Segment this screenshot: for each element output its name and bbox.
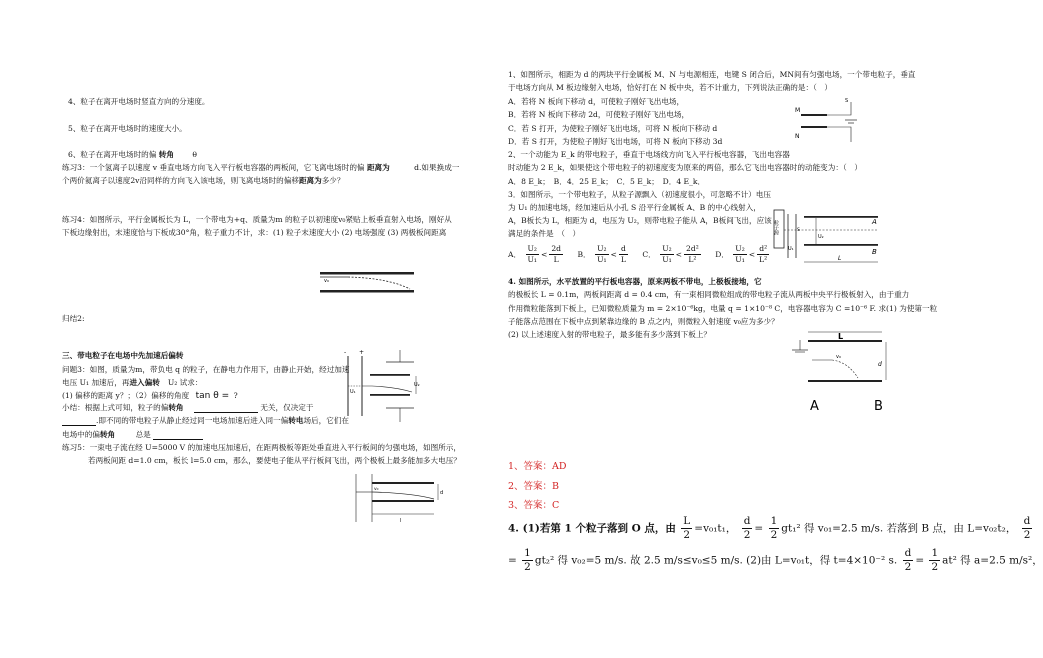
right-q3-line4: 满足的条件是 （ ） [508,229,581,238]
question-5: 5、粒子在离开电场时的速度大小。 [68,124,187,133]
question-6: 6、粒子在离开电场时的偏 转角 θ [68,150,197,159]
right-q3-line1: 3．如图所示，一个带电粒子，从粒子源飘入（初速度很小，可忽略不计）电压 [508,190,772,199]
svg-text:+: + [359,349,365,356]
right-q1-option-a: A．若将 N 板向下移动 d，可使粒子刚好飞出电场， [508,97,685,106]
right-q4-line4: 子能落点范围在下板中点到紧靠边缘的 B 点之内，则微粒入射速度 v₀应为多少？ [508,317,779,326]
right-q4-line2: 的极板长 L = 0.1m，两板间距离 d = 0.4 cm，有一束相同微粒组成的带电粒子流从两板中央平行极板射入，由于重力 [508,290,910,299]
svg-text:-: - [344,349,347,356]
q4-point-a: A [810,399,819,414]
problem-3-line3: (1) 偏移的距离 y？；（2）偏移的角度 tan θ = ? [62,391,238,401]
svg-text:A: A [872,218,877,226]
svg-text:d: d [878,361,882,368]
question-4: 4、粒子在离开电场时竖直方向的分速度。 [68,97,210,106]
particle-source-label: 粒子源 [773,220,779,235]
right-q1-option-b: B．若将 N 板向下移动 2d，可使粒子刚好飞出电场， [508,110,690,119]
tan-theta-expression: tan θ = [195,391,230,401]
svg-text:U₁: U₁ [788,246,794,252]
right-q2-line2: 时动能为 2 E_k，如果使这个带电粒子的初速度变为原来的两倍，那么它飞出电容器时的动能变为：（ ） [508,163,862,172]
summary-2: 归结2: [62,314,85,323]
right-q2-options: A．8 E_k； B．4．25 E_k； C．5 E_k； D．4 E_k． [508,177,706,186]
svg-text:B: B [872,248,877,256]
answer-4-line1: 4. (1)若第 1 个粒子落到 O 点，由 $\frac{L}{2}$ =v₀₁t₁， $\frac{d}{2}$ = $\frac{1}{2}$ gt₁² 得 v₀₁=2.5 m/s. 若落到 B 点，由 L=v₀₂t₂， $\frac{d}{2}$ [508,515,1031,542]
section-3-title: 三、带电粒子在电场中先加速后偏转 [62,351,184,360]
right-q4-figure [788,328,898,414]
answer-blank-3[interactable] [153,431,203,440]
problem-3-u1-label: U₁ [350,389,356,395]
problem-3-line5: .即不同的带电粒子从静止经过同一电场加速后进入同一偏转电场后，它们在 [62,416,349,426]
right-q1-line2: 于电场方向从 M 板边缘射入电场，恰好打在 N 板中央，若不计重力，下列说法正确的是：（ ） [508,83,833,92]
exercise-5-l-label: l [400,518,402,524]
svg-text:v₀: v₀ [374,487,379,492]
exercise-3-line1: 练习3：一个氢离子以速度 v 垂直电场方向飞入平行板电容器的两板间，它飞离电场时的偏 距离为 d.如果换成一 [62,163,460,172]
right-q3-line3: A，B板长为 L，相距为 d，电压为 U₂，则带电粒子能从 A，B板间飞出，应该 [508,216,772,225]
svg-text:L: L [838,255,842,262]
problem-3-u2-label: U₂ [414,382,420,388]
right-q1-option-d: D．若 S 打开，为使粒子刚好飞出电场，可将 N 板向下移动 3d [508,137,723,146]
right-q3-figure [772,208,884,270]
answer-blank-2[interactable] [62,417,96,426]
problem-3-line1: 问题3：如图，质量为m，带负电 q 的粒子，在静电力作用下，由静止开始，经过加速 [62,365,350,374]
right-q4-line1: 4. 如图所示，水平放置的平行板电容器，原来两板不带电，上极板接地，它 [508,277,762,286]
question-6-bold: 转角 [158,150,174,159]
right-q3-line2: 为 U₁ 的加速电场，经加速后从小孔 S 沿平行金属板 A、B 的中心线射入， [508,203,761,212]
problem-3-line6: 电场中的偏转角 总是 [62,430,203,440]
right-q2-line1: 2、一个动能为 E_k 的带电粒子，垂直于电场线方向飞入平行板电容器，飞出电容器 [508,150,790,159]
svg-text:v₀: v₀ [836,354,841,360]
right-q1-figure [795,98,865,146]
exercise-5-line1: 练习5：一束电子流在经 U=5000 V 的加速电压加速后，在距两极板等距处垂直进入平行板间的匀强电场，如图所示， [62,443,461,452]
answer-3: 3、答案：C [508,500,560,511]
answer-4-line2: = $\frac{1}{2}$ gt₂² 得 v₀₂=5 m/s. 故 2.5 m/s≤v₀≤5 m/s. (2)由 L=v₀₁t，得 t=4×10⁻² s. $\frac{d}{2}$ = $\frac{1}{2}$ at² 得 a=2.5 m/s²， [508,547,1043,574]
exercise-4-line2: 下板边缘射出，末速度恰与下板成30°角，粒子重力不计，求：(1) 粒子末速度大小 (2) 电场强度 (3) 两极板间距离 [62,228,447,237]
right-q1-line1: 1、如图所示，相距为 d 的两块平行金属板 M、N 与电源相连，电键 S 闭合后，MN间有匀强电场，一个带电粒子，垂直 [508,70,916,79]
exercise-5-d-label: d [440,490,444,496]
answer-2: 2、答案：B [508,481,560,492]
problem-3-line2: 电压 U₁ 加速后，再进入偏转 U₂ 试求： [62,378,203,387]
right-q1-option-c: C．若 S 打开，为使粒子刚好飞出电场，可将 N 板向下移动 d [508,124,718,133]
answer-1: 1、答案：AD [508,461,567,472]
exercise-3-line2: 个两价氦离子以速度2v沿同样的方向飞入该电场，则飞离电场时的偏移距离为多少？ [62,176,345,185]
svg-text:N: N [795,133,800,140]
exercise-5-figure [352,470,456,526]
exercise-4-figure [318,268,418,298]
exercise-4-v0-label: v₀ [324,278,329,284]
q4-length-label: L [838,332,844,341]
right-q4-line3: 作用微粒能落到下板上，已知微粒质量为 m = 2×10⁻⁶kg，电量 q = 1×10⁻⁸ C，电容器电容为 C =10⁻⁶ F. 求(1) 为使第一粒 [508,304,938,313]
problem-3-figure [340,346,422,428]
svg-text:S: S [797,228,800,233]
svg-text:M: M [795,107,801,114]
right-q3-options: A． $\frac{\text{U₂}}{\text{U₁}}$ < $\frac{2d}{L}$ B． $\frac{\text{U₂}}{\text{U₁}}$ < $\frac{d}{L}$ C． $\frac{\text{U₂}}{\text{U₁}}$ < $\frac{\text{2d²}}{\text{L²}}$ D． $\frac{\text{U₂}}{\text{U₁}}$ < $\frac{\text{d²}}{\text{L²}}$ [508,244,768,265]
svg-text:S: S [845,98,849,104]
svg-text:U₂: U₂ [818,234,824,240]
right-q4-line5: (2) 以上述速度入射的带电粒子，最多能有多少落到下板上？ [508,330,712,339]
exercise-5-line2: 若两板间距 d=1.0 cm，板长 l=5.0 cm，那么，要使电子能从平行板间飞出，两个极板上最多能加多大电压？ [88,456,461,465]
answer-blank-1[interactable] [194,404,258,413]
exercise-4-line1: 练习4：如图所示，平行金属板长为 L，一个带电为+q、质量为m 的粒子以初速度v₀紧贴上板垂直射入电场，刚好从 [62,215,452,224]
q4-point-b: B [874,399,883,414]
problem-3-line4: 小结：根据上式可知，粒子的偏转角 无关，仅决定于 [62,403,314,412]
